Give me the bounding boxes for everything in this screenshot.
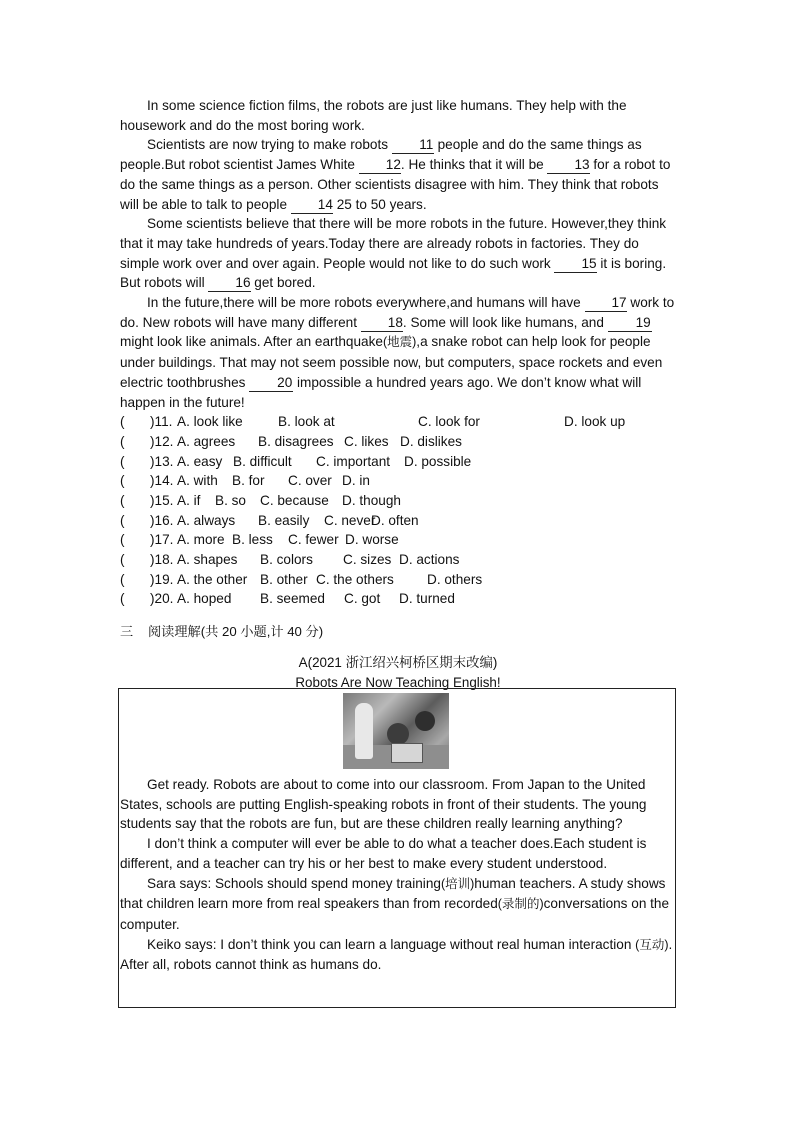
student-figure bbox=[387, 723, 409, 745]
question-number: )16. bbox=[150, 512, 174, 528]
option-b[interactable]: B. look at bbox=[278, 414, 335, 430]
cloze-text: impossible a hundred years ago. We don’t know what will happen in the future! bbox=[120, 374, 642, 410]
passage-text: . After all, robots cannot think as humans do. bbox=[120, 936, 673, 973]
computer-screen bbox=[391, 743, 423, 763]
cloze-text: In some science fiction films, the robots are just like humans. They help with the housework and do the most boring work. bbox=[120, 98, 627, 133]
option-b[interactable]: B. for bbox=[232, 473, 265, 489]
cloze-paragraph-2 bbox=[120, 135, 676, 214]
section-number: 三 bbox=[120, 624, 134, 640]
answer-paren[interactable]: ( bbox=[120, 571, 125, 587]
option-d[interactable]: D. though bbox=[342, 493, 401, 508]
passage-paragraph-4 bbox=[120, 935, 676, 975]
cloze-paragraph-3 bbox=[120, 214, 676, 293]
question-number: )18. bbox=[150, 552, 174, 568]
passage-text: Keiko says: I don’t think you can learn a language without real human interaction bbox=[147, 936, 636, 952]
option-row-18 bbox=[120, 550, 676, 570]
cloze-text: get bored. bbox=[250, 275, 316, 291]
option-row-14 bbox=[120, 471, 676, 491]
cloze-paragraph-1 bbox=[120, 96, 676, 135]
blank-19[interactable]: 19 bbox=[608, 315, 652, 332]
option-row-13 bbox=[120, 452, 676, 472]
option-a[interactable]: A. with bbox=[177, 473, 218, 489]
cloze-text: 25 to 50 years. bbox=[332, 196, 427, 212]
student-figure bbox=[415, 711, 435, 731]
passage-paragraph-3 bbox=[120, 874, 676, 935]
option-b[interactable]: B. other bbox=[260, 571, 308, 587]
option-d[interactable]: D. often bbox=[371, 512, 419, 528]
passage-title: Robots Are Now Teaching English! bbox=[295, 674, 501, 690]
cloze-text: . He thinks that it will be bbox=[400, 157, 548, 173]
option-c[interactable]: C. likes bbox=[344, 433, 389, 449]
answer-paren[interactable]: ( bbox=[120, 493, 125, 508]
passage-text: Sara says: Schools should spend money training bbox=[147, 875, 441, 891]
option-d[interactable]: D. look up bbox=[564, 414, 626, 430]
option-d[interactable]: D. turned bbox=[399, 591, 455, 607]
cloze-text: In the future,there will be more robots everywhere,and humans will have bbox=[147, 295, 585, 311]
option-c[interactable]: C. got bbox=[344, 591, 381, 607]
option-a[interactable]: A. shapes bbox=[177, 552, 238, 568]
option-c[interactable]: C. sizes bbox=[343, 552, 392, 568]
option-d[interactable]: D. possible bbox=[404, 453, 472, 469]
cloze-section bbox=[120, 96, 676, 693]
option-a[interactable]: A. if bbox=[177, 493, 201, 508]
question-number: )12. bbox=[150, 433, 174, 449]
passage-box bbox=[118, 688, 676, 1008]
cloze-text: people and do the same things as people.But robot scientist James White bbox=[120, 137, 642, 173]
passage-body bbox=[120, 775, 676, 975]
option-b[interactable]: B. seemed bbox=[260, 591, 325, 607]
option-d[interactable]: D. worse bbox=[345, 532, 399, 548]
option-d[interactable]: D. actions bbox=[399, 552, 460, 568]
option-c[interactable]: C. because bbox=[260, 493, 329, 508]
robot-figure bbox=[355, 703, 373, 759]
question-number: )20. bbox=[150, 591, 174, 607]
blank-11[interactable]: 11 bbox=[392, 137, 434, 154]
question-number: )17. bbox=[150, 532, 174, 548]
cloze-text: Scientists are now trying to make robots bbox=[147, 137, 392, 153]
cloze-text: might look like animals. After an earthquake bbox=[120, 334, 383, 350]
blank-17[interactable]: 17 bbox=[585, 295, 627, 312]
cloze-text: ,a snake robot can help look for people under buildings. That may not seem possible now, but computers, space rockets and even electric toothbrushes bbox=[120, 334, 663, 390]
section-title: 阅读理解(共 20 小题,计 40 分) bbox=[148, 624, 324, 640]
question-number: )14. bbox=[150, 473, 174, 489]
option-row-19 bbox=[120, 570, 676, 590]
passage-source: A(2021 浙江绍兴柯桥区期末改编) bbox=[298, 655, 498, 671]
blank-15[interactable]: 15 bbox=[554, 256, 596, 273]
option-b[interactable]: B. difficult bbox=[233, 453, 292, 469]
question-number: )15. bbox=[150, 493, 174, 508]
cloze-text: . Some will look like humans, and bbox=[402, 314, 608, 330]
option-a[interactable]: A. the other bbox=[177, 571, 248, 587]
answer-paren[interactable]: ( bbox=[120, 414, 125, 430]
answer-paren[interactable]: ( bbox=[120, 552, 125, 568]
option-row-11 bbox=[120, 412, 676, 432]
blank-18[interactable]: 18 bbox=[361, 315, 403, 332]
passage-text: human teachers. A study shows that children learn more from real speakers than from recorded bbox=[120, 875, 666, 912]
answer-paren[interactable]: ( bbox=[120, 591, 125, 607]
option-a[interactable]: A. agrees bbox=[177, 433, 236, 449]
chinese-gloss: (地震) bbox=[382, 335, 417, 350]
passage-paragraph-2: I don’t think a computer will ever be able to do what a teacher does.Each student is different, and a teacher can try his or her best to make every student understood. bbox=[120, 836, 647, 871]
answer-paren[interactable]: ( bbox=[120, 473, 125, 489]
chinese-gloss: (互动) bbox=[635, 937, 669, 952]
question-number: )19. bbox=[150, 571, 174, 587]
option-row-17 bbox=[120, 530, 676, 550]
option-b[interactable]: B. disagrees bbox=[258, 433, 334, 449]
option-row-16 bbox=[120, 511, 676, 531]
classroom-robot-photo bbox=[343, 693, 449, 769]
answer-paren[interactable]: ( bbox=[120, 453, 125, 469]
cloze-text: it is boring. But robots will bbox=[120, 255, 667, 291]
option-c[interactable]: C. never bbox=[324, 512, 376, 528]
option-b[interactable]: B. easily bbox=[258, 512, 310, 528]
answer-paren[interactable]: ( bbox=[120, 512, 125, 528]
blank-13[interactable]: 13 bbox=[547, 157, 589, 174]
blank-16[interactable]: 16 bbox=[208, 275, 250, 292]
passage-text: conversations on the computer. bbox=[120, 896, 670, 932]
option-d[interactable]: D. dislikes bbox=[400, 433, 462, 449]
option-a[interactable]: A. easy bbox=[177, 453, 223, 469]
cloze-text: work to do. New robots will have many different bbox=[120, 295, 675, 330]
cloze-paragraph-4 bbox=[120, 293, 676, 412]
option-row-20 bbox=[120, 589, 676, 609]
question-number: )11. bbox=[150, 414, 173, 430]
option-row-12 bbox=[120, 432, 676, 452]
section-heading bbox=[120, 622, 676, 642]
chinese-gloss: (录制的) bbox=[497, 897, 544, 912]
option-b[interactable]: B. so bbox=[215, 493, 246, 508]
option-c[interactable]: C. fewer bbox=[288, 532, 339, 548]
option-c[interactable]: C. look for bbox=[418, 414, 480, 430]
passage-paragraph-1: Get ready. Robots are about to come into our classroom. From Japan to the United States, schools are putting English-speaking robots in front of their students. The young students say that the robots are fun, but are these children really learning anything? bbox=[120, 777, 647, 832]
option-row-15 bbox=[120, 491, 676, 511]
option-d[interactable]: D. others bbox=[427, 571, 483, 587]
blank-12[interactable]: 12 bbox=[359, 157, 401, 174]
option-d[interactable]: D. in bbox=[342, 473, 370, 489]
options-list bbox=[120, 412, 676, 609]
option-c[interactable]: C. important bbox=[316, 453, 391, 469]
chinese-gloss: (培训) bbox=[440, 876, 475, 891]
cloze-text: for a robot to do the same things as a person. Other scientists disagree with him. They think that robots will be able to talk to people bbox=[120, 157, 671, 212]
option-a[interactable]: A. look like bbox=[177, 414, 243, 430]
option-a[interactable]: A. always bbox=[177, 512, 236, 528]
answer-paren[interactable]: ( bbox=[120, 433, 125, 449]
option-b[interactable]: B. colors bbox=[260, 552, 313, 568]
blank-20[interactable]: 20 bbox=[249, 375, 293, 392]
cloze-text: Some scientists believe that there will be more robots in the future. However,they think that it may take hundreds of years.Today there are already robots in factories. They do simple work over and over again. People would not like to do such work bbox=[120, 216, 667, 271]
option-a[interactable]: A. more bbox=[177, 532, 225, 548]
option-b[interactable]: B. less bbox=[232, 532, 273, 548]
option-c[interactable]: C. over bbox=[288, 473, 332, 489]
option-a[interactable]: A. hoped bbox=[177, 591, 232, 607]
option-c[interactable]: C. the others bbox=[316, 571, 394, 587]
question-number: )13. bbox=[150, 453, 174, 469]
blank-14[interactable]: 14 bbox=[291, 197, 333, 214]
answer-paren[interactable]: ( bbox=[120, 532, 125, 548]
